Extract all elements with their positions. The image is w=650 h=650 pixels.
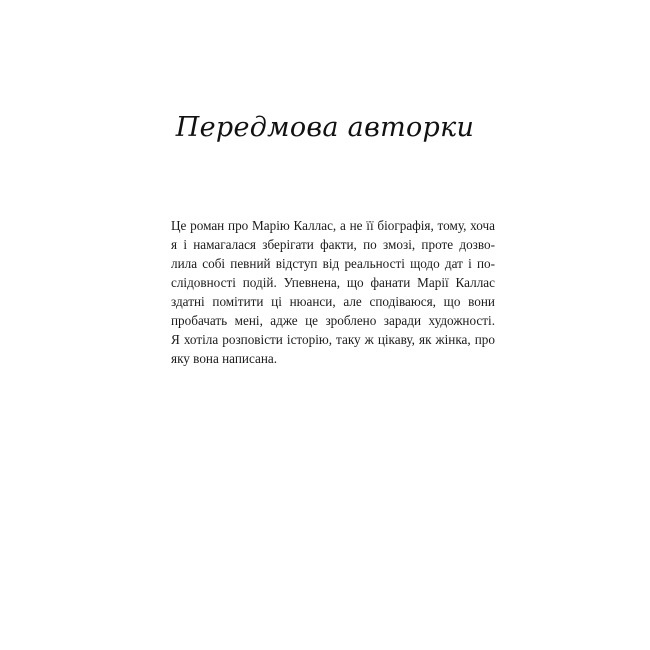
paragraph-line: слідовності подій. Упевнена, що фанати Марії Каллас — [171, 275, 495, 290]
paragraph-line: я і намагалася зберігати факти, по змозі, проте дозво- — [171, 237, 495, 252]
paragraph-line: яку вона написана. — [171, 351, 278, 366]
paragraph-line: Це роман про Марію Каллас, а не її біографія, тому, хоча — [171, 218, 495, 233]
paragraph-line: здатні помітити ці нюанси, але сподіваюся, що вони — [171, 294, 495, 309]
paragraph-line: лила собі певний відступ від реальності щодо дат і по- — [171, 256, 495, 271]
paragraph-line: Я хотіла розповісти історію, таку ж цікаву, як жінка, про — [171, 332, 495, 347]
preface-paragraph — [171, 216, 495, 368]
page-title: Передмова авторки — [175, 112, 475, 143]
paragraph-line: пробачать мені, адже це зроблено заради художності. — [171, 313, 495, 328]
